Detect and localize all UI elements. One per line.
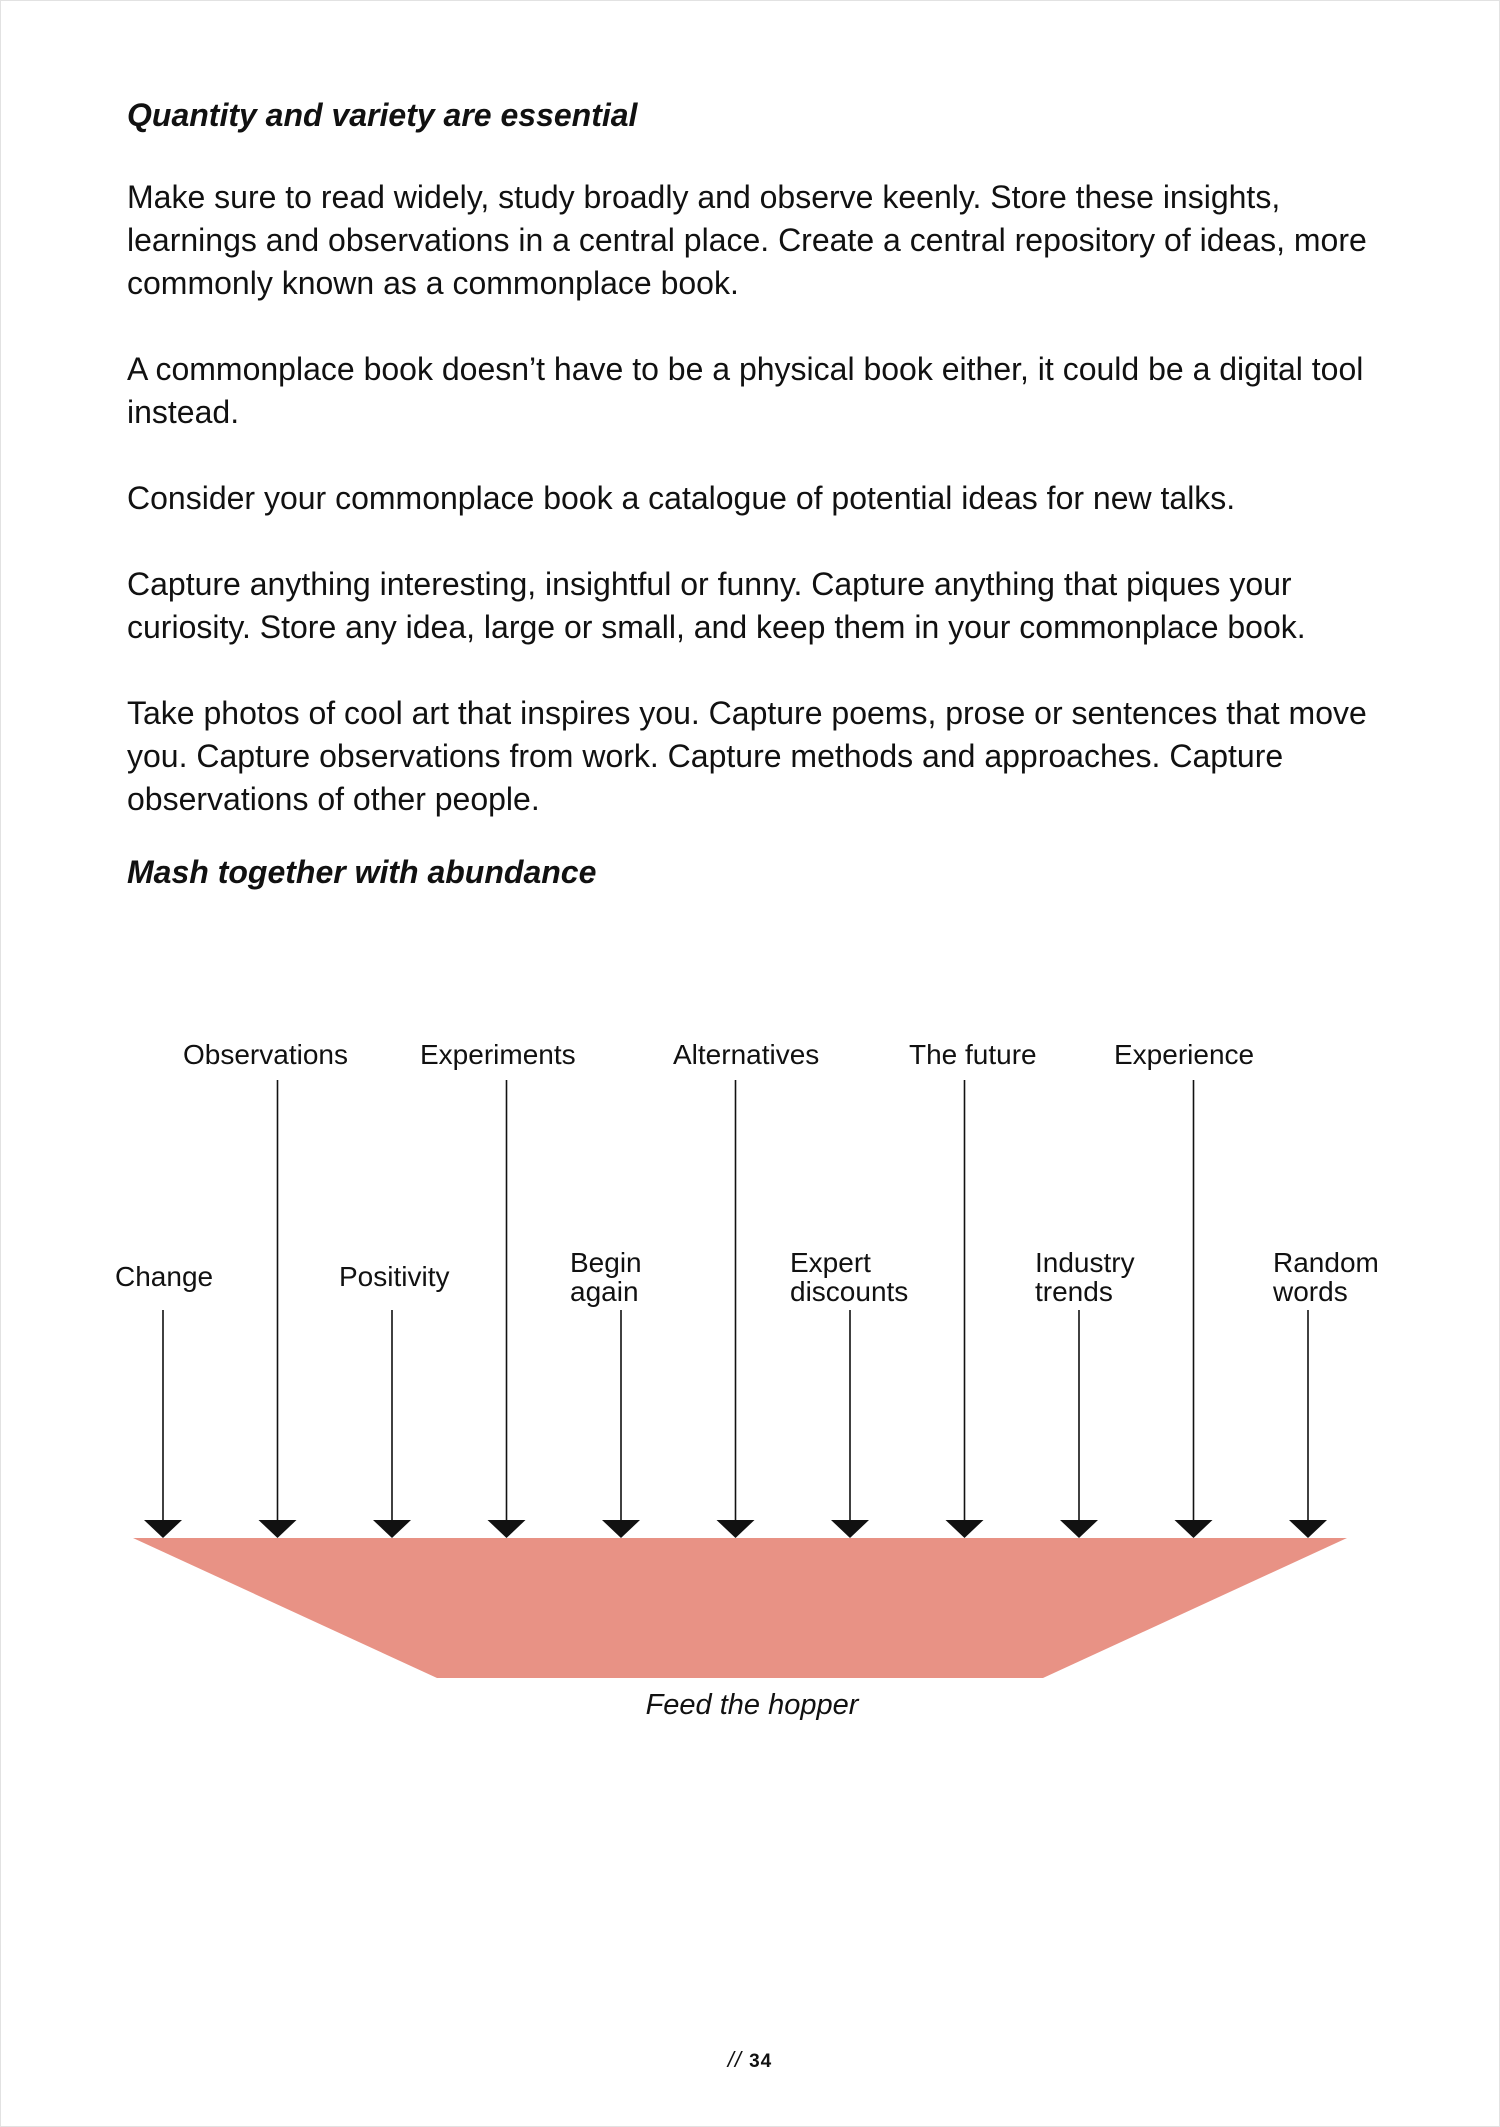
arrow-head	[144, 1520, 182, 1538]
hopper-input	[339, 1261, 449, 1538]
hopper-input-label: Random words	[1273, 1247, 1379, 1307]
arrow-head	[717, 1520, 755, 1538]
hopper-input	[115, 1261, 213, 1538]
hopper-input-label: Observations	[183, 1039, 348, 1070]
hopper-input	[1272, 1247, 1379, 1538]
hopper-caption: Feed the hopper	[645, 1689, 859, 1721]
hopper-input-label: Experiments	[420, 1039, 576, 1070]
hopper-input	[570, 1247, 642, 1538]
page-number-slashes: //	[727, 2047, 742, 2072]
page-number-value: 34	[749, 2051, 773, 2072]
hopper-input	[909, 1039, 1037, 1538]
text-column	[127, 92, 1387, 895]
hopper-input	[1035, 1247, 1135, 1538]
arrow-head	[1289, 1520, 1327, 1538]
arrow-head	[831, 1520, 869, 1538]
paragraph: Consider your commonplace book a catalogue of potential ideas for new talks.	[127, 480, 1236, 516]
hopper-input-label: The future	[909, 1039, 1037, 1070]
hopper-input-label: Expert discounts	[790, 1247, 909, 1307]
hopper-input	[1114, 1039, 1254, 1538]
paragraph: Take photos of cool art that inspires you. Capture poems, prose or sentences that move you. Capture observations from work. Capture methods and approaches. Capture observations of other people.	[127, 695, 1367, 817]
hopper-input-label: Alternatives	[673, 1039, 820, 1070]
hopper-shape	[133, 1538, 1347, 1678]
arrow-head	[1175, 1520, 1213, 1538]
paragraph: Capture anything interesting, insightful or funny. Capture anything that piques your curiosity. Store any idea, large or small, and keep them in your commonplace book.	[127, 566, 1306, 645]
hopper-inputs	[115, 1039, 1379, 1538]
page-number	[0, 2047, 1500, 2073]
hopper-input-label: Positivity	[339, 1261, 450, 1292]
hopper-input	[790, 1247, 908, 1538]
arrow-head	[259, 1520, 297, 1538]
arrow-head	[1060, 1520, 1098, 1538]
hopper-input-label: Experience	[1114, 1039, 1255, 1070]
section-heading-mash: Mash together with abundance	[127, 854, 597, 890]
paragraph: A commonplace book doesn’t have to be a physical book either, it could be a digital tool instead.	[127, 351, 1364, 430]
hopper-input-label: Industry trends	[1035, 1247, 1135, 1307]
arrow-head	[373, 1520, 411, 1538]
paragraph: Make sure to read widely, study broadly and observe keenly. Store these insights, learnings and observations in a central place. Create a central repository of ideas, more commonly known as a commonplace book.	[127, 179, 1367, 301]
hopper-input-label: Change	[115, 1261, 214, 1292]
arrow-head	[602, 1520, 640, 1538]
section-heading-quantity: Quantity and variety are essential	[127, 97, 638, 133]
hopper-input-label: Begin again	[570, 1247, 642, 1307]
hopper-diagram	[0, 1000, 1500, 1760]
arrow-head	[488, 1520, 526, 1538]
arrow-head	[946, 1520, 984, 1538]
